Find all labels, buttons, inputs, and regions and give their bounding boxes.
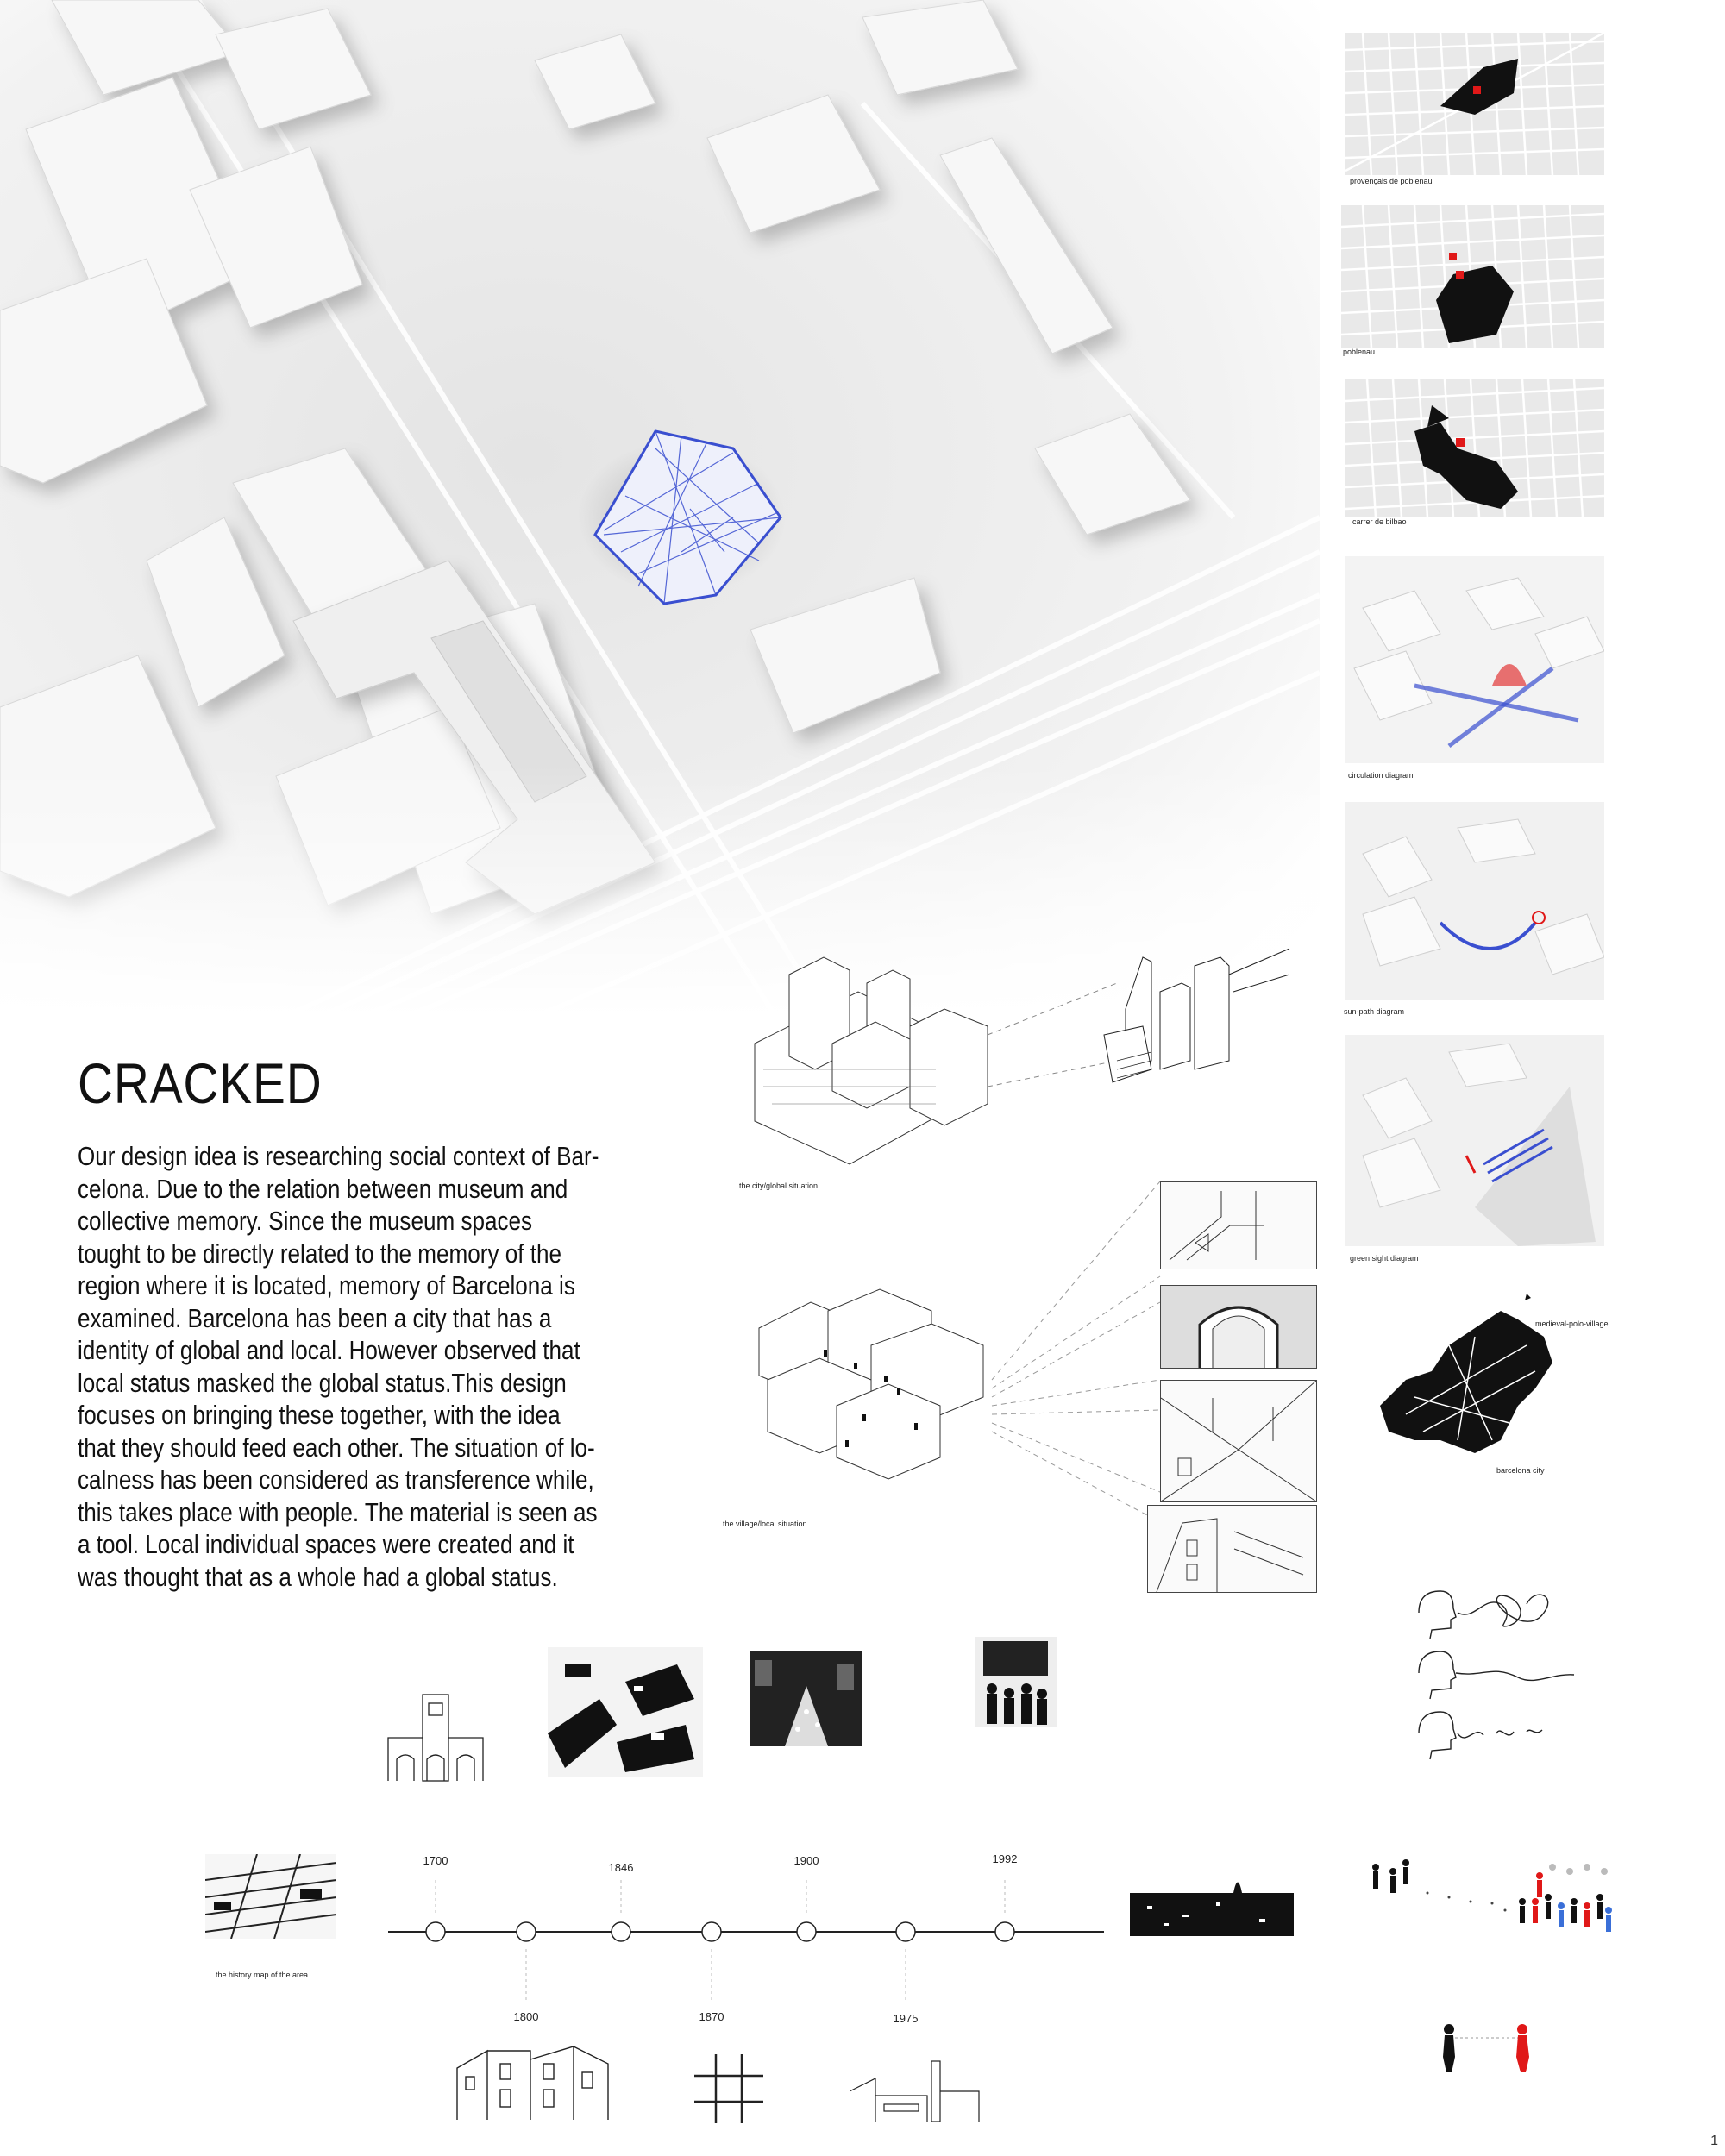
caption-sun-path: sun-path diagram: [1344, 1007, 1405, 1016]
map-poblenau: [1341, 205, 1604, 348]
caption-barcelona-city: barcelona city: [1496, 1466, 1545, 1475]
people-diagram: [1367, 1850, 1626, 1962]
page-number: 1: [1710, 2134, 1718, 2148]
green-sight-diagram: [1346, 1035, 1604, 1246]
city-panorama: [1130, 1876, 1294, 1936]
site-plan-aerial: [0, 0, 1320, 1018]
circulation-diagram: [1346, 556, 1604, 763]
caption-map-provencals: provençals de poblenau: [1350, 177, 1433, 185]
caption-map-poblenau: poblenau: [1343, 348, 1376, 356]
image-1900-street: [750, 1651, 862, 1746]
sketch-street-1: [1160, 1181, 1317, 1269]
image-1870-grid: [694, 2054, 763, 2123]
caption-village-local: the village/local situation: [723, 1520, 807, 1528]
page-title: CRACKED: [78, 1051, 323, 1115]
sun-path-diagram: [1346, 802, 1604, 1000]
project-description: Our design idea is researching social context of Bar- celona. Due to the relation between museum and collective memory. Since the museum spaces tought to be directly related to the memory of the region where it is located, memory of Barcelona is examined. Barcelona has been a city that has a identity of global and local. However observed that local status masked the global status.This design focuses on bringing these together, with the idea that they should feed each other. The situation of lo- calness has been considered as transference while, this takes place with people. The material is seen as a tool. Local individual spaces were created and it was thought that as a whole had a global status.: [78, 1142, 599, 1592]
year-1800: 1800: [513, 2010, 539, 2023]
sketch-street-3: [1147, 1505, 1317, 1593]
image-1700-building: [384, 1690, 487, 1785]
map-carrer-bilbao: [1346, 379, 1604, 517]
image-1975-factory: [850, 2057, 983, 2122]
year-1846: 1846: [608, 1861, 634, 1874]
village-dashed-lines: [975, 1181, 1173, 1544]
year-1992: 1992: [992, 1852, 1018, 1865]
two-figures: [1436, 2022, 1540, 2074]
caption-medieval: medieval-polo-village: [1535, 1319, 1609, 1328]
year-1870: 1870: [699, 2010, 724, 2023]
memory-heads-diagram: [1414, 1578, 1578, 1768]
caption-history-map: the history map of the area: [216, 1971, 309, 1979]
year-1975: 1975: [893, 2012, 919, 2025]
caption-green-sight: green sight diagram: [1350, 1254, 1419, 1263]
map-provencals: [1346, 33, 1604, 175]
year-1700: 1700: [423, 1854, 448, 1867]
sketch-street-2: [1160, 1380, 1317, 1502]
caption-city-global: the city/global situation: [739, 1181, 819, 1190]
city-global-axonometric: [737, 940, 1298, 1190]
year-1900: 1900: [794, 1854, 819, 1867]
image-1992-crowd: [975, 1637, 1057, 1727]
caption-map-carrer-bilbao: carrer de bilbao: [1352, 517, 1407, 526]
image-1800-building: [453, 2042, 612, 2120]
history-timeline: [380, 1880, 1121, 2001]
sketch-arch: [1160, 1285, 1317, 1369]
image-1846-aerial: [548, 1647, 703, 1777]
history-map-image: [205, 1854, 336, 1939]
caption-circulation: circulation diagram: [1348, 771, 1414, 780]
